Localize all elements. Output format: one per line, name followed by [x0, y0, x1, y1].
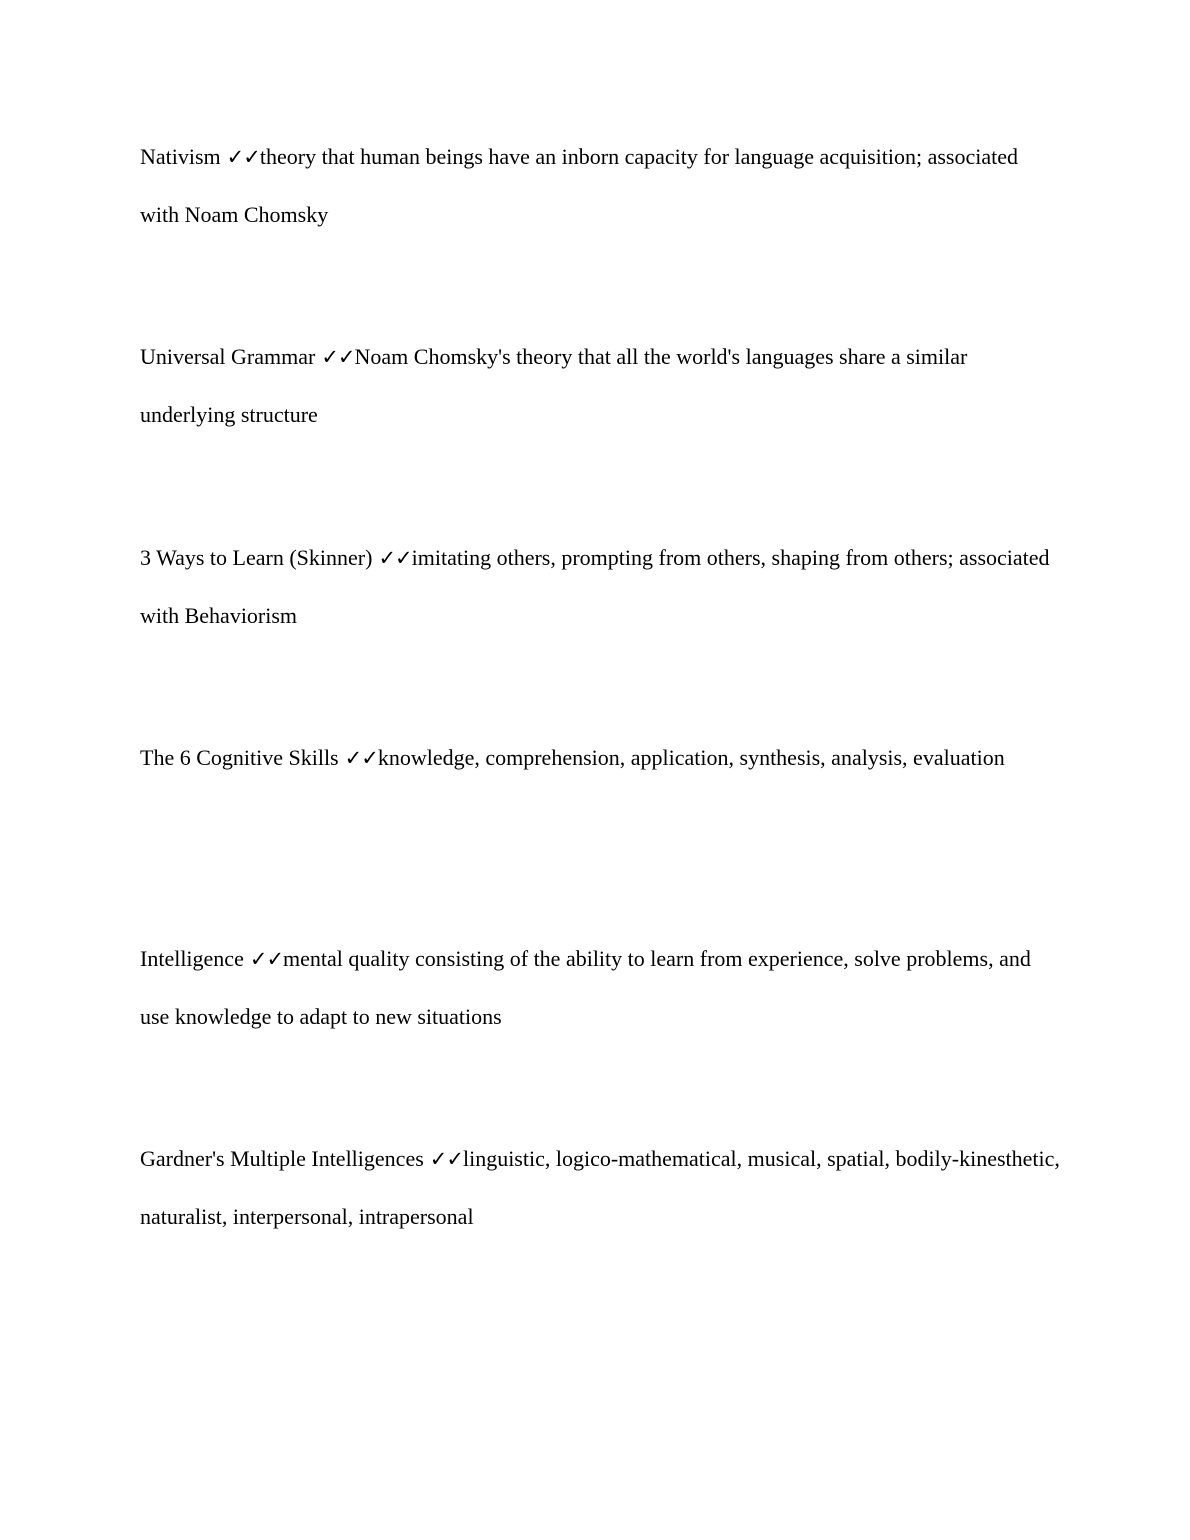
entry-term: 3 Ways to Learn (Skinner): [140, 545, 373, 570]
double-check-icon: ✓✓: [226, 145, 260, 169]
double-check-icon: ✓✓: [321, 345, 355, 369]
flashcard-entry: [140, 529, 1060, 645]
entry-term: The 6 Cognitive Skills: [140, 745, 339, 770]
flashcard-entry: [140, 930, 1060, 1046]
entry-term: Gardner's Multiple Intelligences: [140, 1146, 424, 1171]
flashcard-entry: [140, 729, 1060, 787]
flashcard-entry: [140, 328, 1060, 444]
flashcard-entry: [140, 1130, 1060, 1246]
entry-definition: linguistic, logico-mathematical, musical, spatial, bodily-kinesthetic, naturalist, interpersonal, intrapersonal: [140, 1146, 1060, 1229]
flashcard-entry: [140, 128, 1060, 244]
entry-definition: mental quality consisting of the ability to learn from experience, solve problems, and use knowledge to adapt to new situations: [140, 946, 1031, 1029]
entry-definition: Noam Chomsky's theory that all the world's languages share a similar underlying structure: [140, 344, 968, 427]
entry-term: Nativism: [140, 144, 221, 169]
entry-definition: knowledge, comprehension, application, synthesis, analysis, evaluation: [377, 745, 1005, 770]
entry-term: Intelligence: [140, 946, 244, 971]
double-check-icon: ✓✓: [249, 947, 284, 971]
entry-term: Universal Grammar: [140, 344, 316, 369]
double-check-icon: ✓✓: [378, 546, 412, 570]
entry-definition: theory that human beings have an inborn capacity for language acquisition; associated with Noam Chomsky: [140, 144, 1019, 227]
entry-definition: imitating others, prompting from others, shaping from others; associated with Behaviorism: [140, 545, 1050, 628]
double-check-icon: ✓✓: [344, 746, 378, 770]
double-check-icon: ✓✓: [429, 1147, 463, 1171]
